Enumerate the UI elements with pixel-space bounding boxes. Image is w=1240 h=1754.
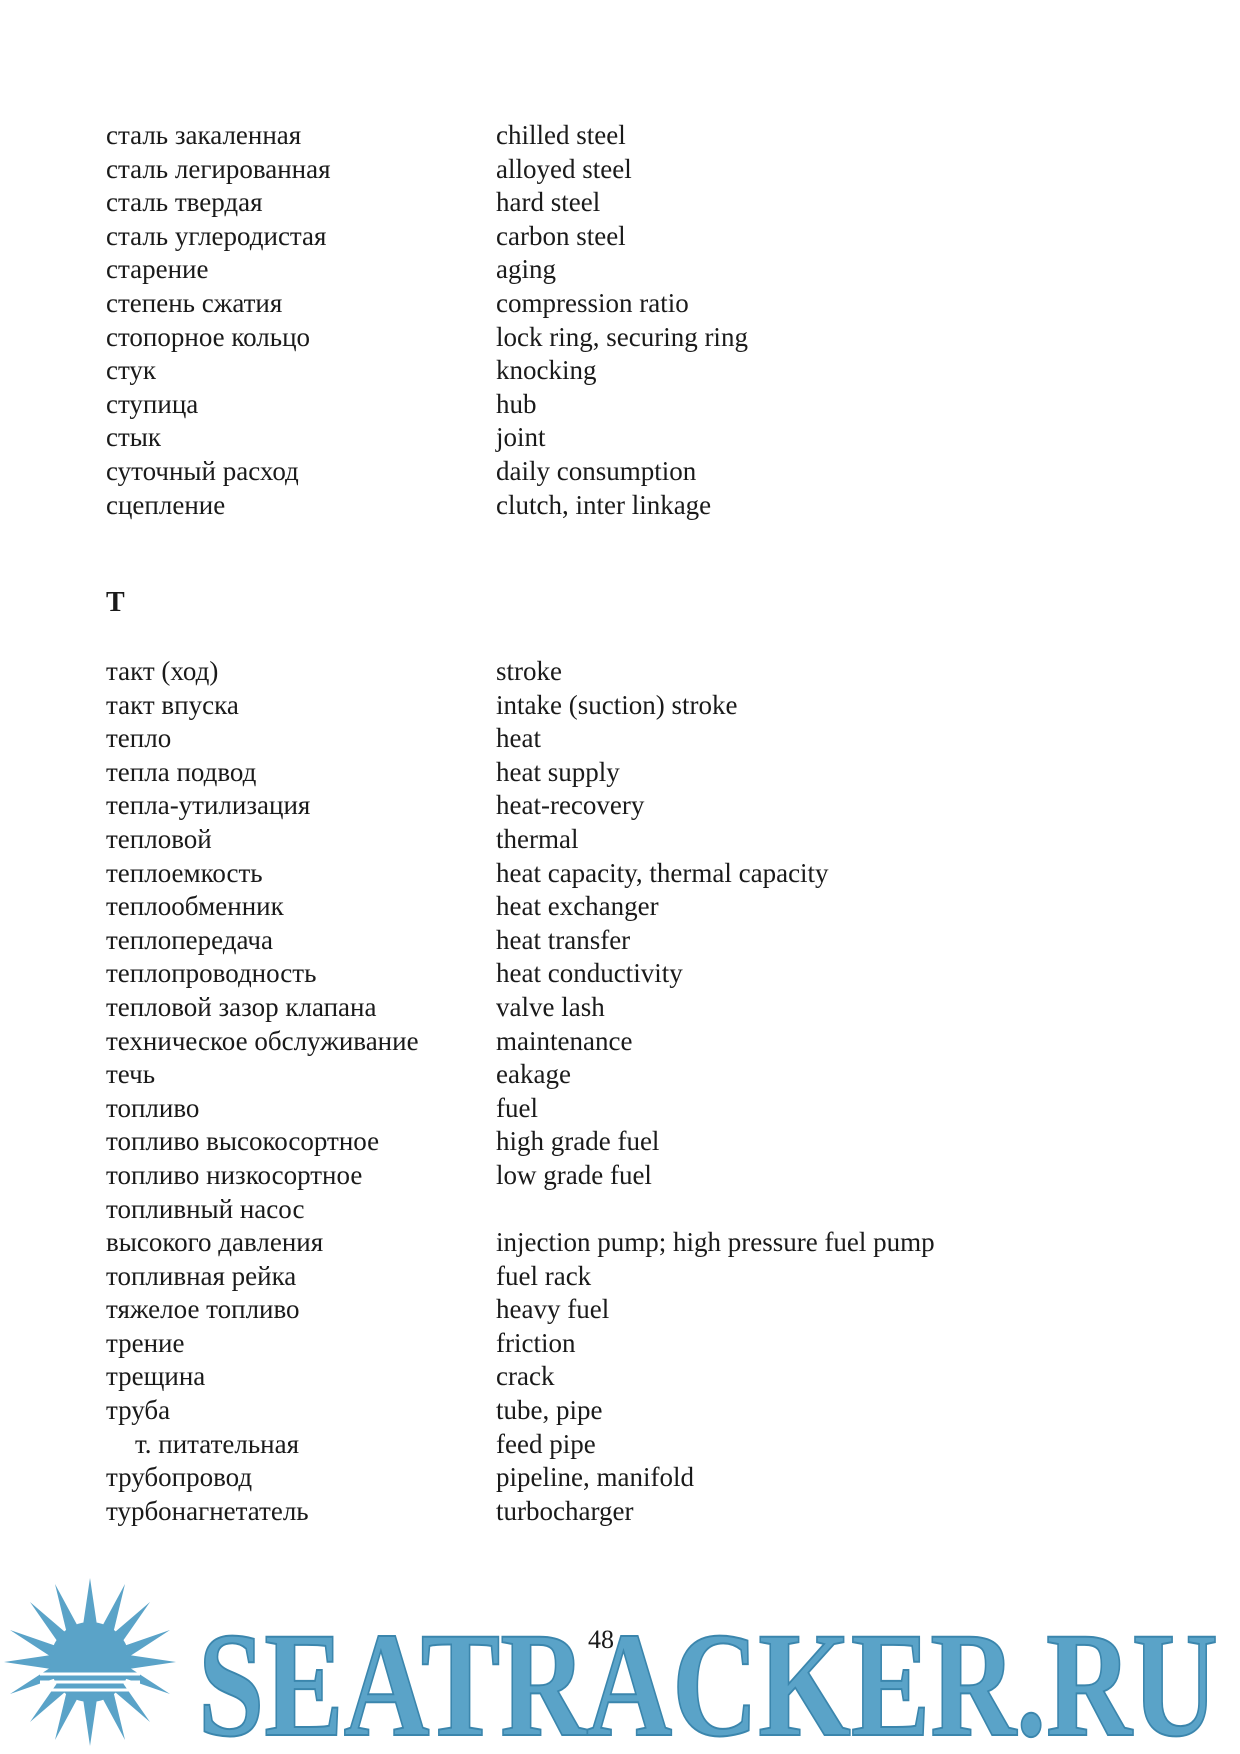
term-ru: топливный насос: [106, 1193, 305, 1224]
term-en: carbon steel: [496, 220, 626, 251]
term-en: valve lash: [496, 991, 605, 1022]
term-en: low grade fuel: [496, 1159, 652, 1190]
term-en: joint: [496, 422, 546, 453]
glossary-entry: [106, 421, 1206, 455]
glossary-entry: [106, 1394, 1206, 1428]
term-en: aging: [496, 254, 556, 285]
term-en: chilled steel: [496, 120, 626, 150]
term-ru: тепловой: [106, 823, 212, 854]
glossary-entry: [106, 756, 1206, 790]
term-en: compression ratio: [496, 287, 689, 318]
term-ru: стык: [106, 422, 162, 453]
term-ru: такт (ход): [106, 656, 219, 686]
term-ru: суточный расход: [106, 455, 299, 486]
term-ru: сталь углеродистая: [106, 220, 327, 251]
glossary-entry: [106, 354, 1206, 388]
glossary-entry: [106, 655, 1206, 689]
term-en: heat conductivity: [496, 958, 683, 989]
term-ru: тепла подвод: [106, 756, 257, 787]
glossary-entry: [106, 287, 1206, 321]
term-ru: топливо: [106, 1092, 200, 1123]
term-ru: тепло: [106, 723, 172, 754]
glossary-entry: [106, 220, 1206, 254]
term-ru: труба: [106, 1395, 171, 1426]
glossary-entry: [106, 119, 1206, 153]
term-ru: тепловой зазор клапана: [106, 991, 377, 1022]
term-ru: трение: [106, 1327, 185, 1358]
glossary-entry: [106, 1260, 1206, 1294]
glossary-entry: [106, 1495, 1206, 1529]
glossary-entry: [106, 890, 1206, 924]
term-en: alloyed steel: [496, 153, 632, 184]
glossary-entry: [106, 1025, 1206, 1059]
term-en: heat transfer: [496, 924, 631, 955]
term-en: hub: [496, 388, 537, 419]
term-en: thermal: [496, 823, 579, 854]
term-ru: теплообменник: [106, 891, 284, 922]
term-ru: тяжелое топливо: [106, 1294, 300, 1325]
term-en: eakage: [496, 1059, 571, 1090]
glossary-entry: [106, 1058, 1206, 1092]
glossary-entry: [106, 924, 1206, 958]
term-ru: высокого давления: [106, 1227, 324, 1258]
term-ru: топливо высокосортное: [106, 1126, 380, 1157]
glossary-entry: [106, 1092, 1206, 1126]
term-ru: тепла-утилизация: [106, 790, 311, 821]
glossary-entry: [106, 857, 1206, 891]
term-ru: ступица: [106, 388, 199, 419]
glossary-entry: [106, 789, 1206, 823]
glossary-entry: [106, 1327, 1206, 1361]
term-en: maintenance: [496, 1025, 633, 1056]
term-en: fuel: [496, 1092, 538, 1123]
term-en: clutch, inter linkage: [496, 489, 712, 520]
watermark-text: SEATRACKER.RU: [198, 1602, 1218, 1754]
term-en: tube, pipe: [496, 1395, 603, 1426]
sun-icon: [4, 1578, 176, 1746]
term-en: heat capacity, thermal capacity: [496, 857, 829, 888]
glossary-entry: [106, 1461, 1206, 1495]
term-en: heavy fuel: [496, 1294, 610, 1325]
glossary-entry: [106, 991, 1206, 1025]
term-ru: техническое обслуживание: [106, 1025, 419, 1056]
seatracker-watermark-logo: [0, 1570, 1240, 1754]
term-en: injection pump; high pressure fuel pump: [496, 1227, 935, 1258]
term-en: heat supply: [496, 756, 620, 787]
term-ru: такт впуска: [106, 689, 239, 720]
term-en: lock ring, securing ring: [496, 321, 748, 352]
term-ru: сталь закаленная: [106, 120, 302, 150]
term-ru: трещина: [106, 1361, 206, 1392]
glossary-entry: [106, 689, 1206, 723]
term-ru: теплопередача: [106, 924, 273, 955]
term-ru: турбонагнетатель: [106, 1495, 309, 1526]
page-number: 48: [588, 1625, 614, 1654]
term-ru: т. питательная: [135, 1428, 300, 1459]
glossary-entry: [106, 1193, 1206, 1227]
glossary-entry: [106, 722, 1206, 756]
glossary-entry: [106, 1360, 1206, 1394]
glossary-entry: [106, 1293, 1206, 1327]
glossary-entry: [106, 1125, 1206, 1159]
term-ru: старение: [106, 254, 209, 285]
term-ru: сталь легированная: [106, 153, 331, 184]
glossary-entry: [106, 957, 1206, 991]
glossary-entry: [106, 1428, 1206, 1462]
glossary-section-t: [106, 655, 1206, 1528]
term-ru: теплоемкость: [106, 857, 263, 888]
term-en: intake (suction) stroke: [496, 689, 738, 720]
term-ru: трубопровод: [106, 1462, 253, 1493]
term-en: daily consumption: [496, 455, 697, 486]
glossary-entry: [106, 153, 1206, 187]
term-ru: сцепление: [106, 489, 226, 520]
term-ru: топливо низкосортное: [106, 1159, 363, 1190]
term-en: crack: [496, 1361, 555, 1392]
term-en: turbocharger: [496, 1495, 634, 1526]
term-en: hard steel: [496, 187, 601, 218]
term-ru: теплопроводность: [106, 958, 317, 989]
term-ru: течь: [106, 1059, 156, 1090]
glossary-entry: [106, 321, 1206, 355]
term-en: pipeline, manifold: [496, 1462, 694, 1493]
glossary-entry: [106, 455, 1206, 489]
term-en: heat exchanger: [496, 891, 659, 922]
section-heading-t: Т: [106, 587, 125, 618]
term-ru: топливная рейка: [106, 1260, 297, 1291]
glossary-section-s: [106, 119, 1206, 522]
term-en: high grade fuel: [496, 1126, 660, 1157]
glossary-entry: [106, 186, 1206, 220]
term-en: heat: [496, 723, 541, 754]
glossary-entry: [106, 1226, 1206, 1260]
term-ru: стук: [106, 355, 157, 386]
glossary-entry: [106, 1159, 1206, 1193]
glossary-entry: [106, 253, 1206, 287]
term-en: knocking: [496, 355, 597, 386]
term-ru: стопорное кольцо: [106, 321, 311, 352]
glossary-entry: [106, 489, 1206, 523]
term-ru: степень сжатия: [106, 287, 283, 318]
term-en: friction: [496, 1327, 576, 1358]
glossary-entry: [106, 823, 1206, 857]
term-en: heat-recovery: [496, 790, 645, 821]
term-en: stroke: [496, 656, 562, 686]
glossary-entry: [106, 388, 1206, 422]
term-en: fuel rack: [496, 1260, 592, 1291]
term-en: feed pipe: [496, 1428, 596, 1459]
term-ru: сталь твердая: [106, 187, 263, 218]
